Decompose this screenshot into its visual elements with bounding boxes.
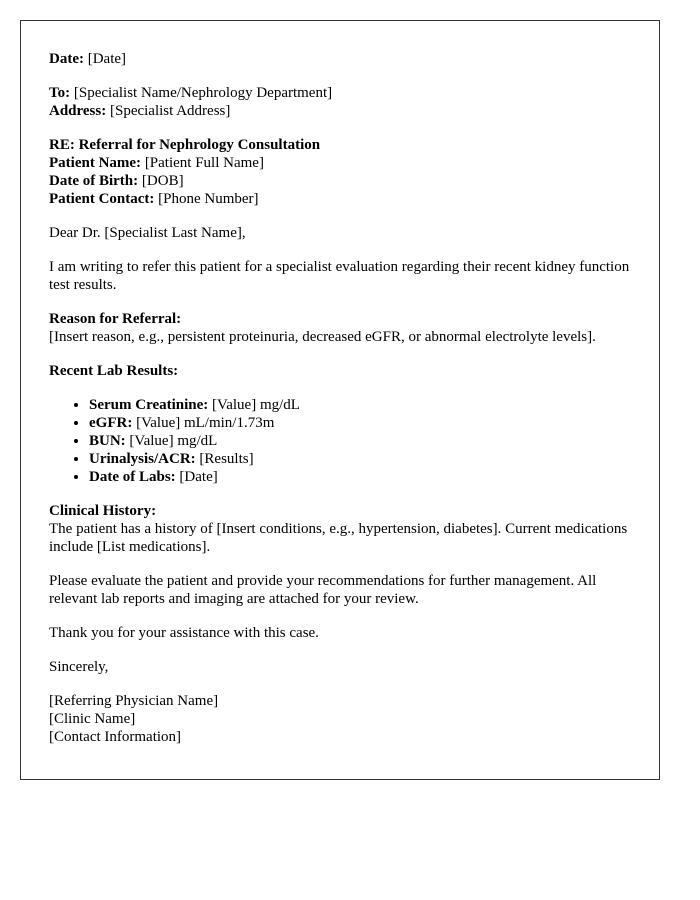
lab-value: [Results] (195, 451, 254, 467)
lab-results-list (49, 396, 631, 486)
date-value: [Date] (83, 51, 127, 67)
reason-text: [Insert reason, e.g., persistent proteinuria, decreased eGFR, or abnormal electrolyte levels]. (49, 329, 596, 345)
labs-heading (49, 362, 631, 380)
patient-name-label: Patient Name: (49, 155, 142, 171)
signature-block (49, 692, 631, 746)
labs-heading-text: Recent Lab Results: (49, 363, 179, 379)
contact-information: [Contact Information] (49, 729, 182, 745)
to-label: To: (49, 85, 71, 101)
address-value: [Specialist Address] (106, 103, 231, 119)
lab-value: [Value] mg/dL (208, 397, 300, 413)
re-block (49, 136, 631, 208)
physician-name: [Referring Physician Name] (49, 693, 219, 709)
patient-contact-label: Patient Contact: (49, 191, 155, 207)
address-label: Address: (49, 103, 107, 119)
request-paragraph: Please evaluate the patient and provide your recommendations for further management. All relevant lab reports and imaging are attached for your review. (49, 573, 597, 607)
intro-paragraph: I am writing to refer this patient for a specialist evaluation regarding their recent kidney function test results. (49, 259, 630, 293)
thanks-paragraph: Thank you for your assistance with this case. (49, 625, 319, 641)
lab-label: Serum Creatinine: (89, 397, 209, 413)
patient-name-line (49, 154, 631, 172)
patient-name-value: [Patient Full Name] (141, 155, 264, 171)
to-value: [Specialist Name/Nephrology Department] (70, 85, 333, 101)
lab-label: Date of Labs: (89, 469, 176, 485)
dob-line (49, 172, 631, 190)
reason-section (49, 310, 631, 346)
salutation: Dear Dr. [Specialist Last Name], (49, 225, 246, 241)
recipient-block (49, 84, 631, 120)
lab-item-serum-creatinine (89, 396, 631, 414)
to-line (49, 84, 631, 102)
lab-value: [Value] mg/dL (125, 433, 218, 449)
lab-label: BUN: (89, 433, 126, 449)
clinic-name: [Clinic Name] (49, 711, 136, 727)
patient-contact-line (49, 190, 631, 208)
history-heading: Clinical History: (49, 503, 157, 519)
dob-label: Date of Birth: (49, 173, 139, 189)
subject-line: RE: Referral for Nephrology Consultation (49, 137, 321, 153)
history-section (49, 502, 631, 556)
lab-label: Urinalysis/ACR: (89, 451, 196, 467)
history-text: The patient has a history of [Insert conditions, e.g., hypertension, diabetes]. Current medications include [List medications]. (49, 521, 628, 555)
address-line (49, 102, 631, 120)
lab-item-egfr (89, 414, 631, 432)
dob-value: [DOB] (138, 173, 184, 189)
reason-heading: Reason for Referral: (49, 311, 182, 327)
lab-label: eGFR: (89, 415, 133, 431)
closing: Sincerely, (49, 659, 109, 675)
lab-item-urinalysis (89, 450, 631, 468)
referral-letter (20, 20, 660, 780)
date-line (49, 50, 631, 68)
date-label: Date: (49, 51, 84, 67)
lab-value: [Date] (175, 469, 218, 485)
lab-item-date (89, 468, 631, 486)
patient-contact-value: [Phone Number] (154, 191, 259, 207)
lab-value: [Value] mL/min/1.73m (132, 415, 275, 431)
lab-item-bun (89, 432, 631, 450)
